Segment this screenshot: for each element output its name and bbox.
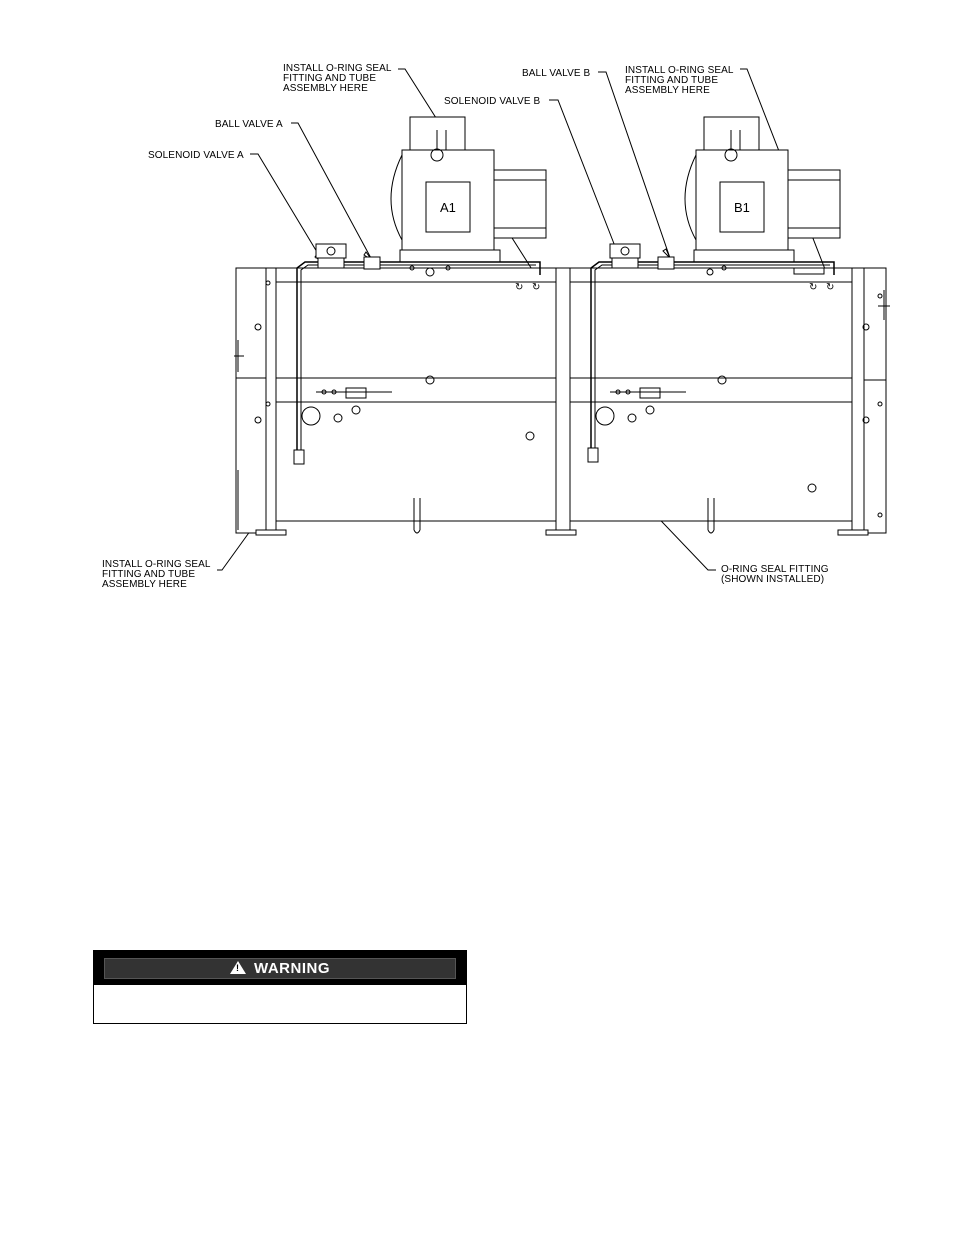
- label-line: INSTALL O-RING SEAL: [625, 65, 734, 76]
- label-solenoid-valve-b: SOLENOID VALVE B: [444, 96, 541, 107]
- ball-valve-b: [658, 257, 674, 269]
- oring-fitting-b: [588, 448, 598, 462]
- warning-body: [104, 991, 456, 1019]
- label-line: INSTALL O-RING SEAL: [283, 63, 392, 74]
- label-install-b-top: [625, 65, 734, 96]
- svg-text:↻: ↻: [809, 282, 818, 293]
- label-install-bottom: [102, 559, 211, 590]
- svg-text:↻: ↻: [826, 282, 835, 293]
- label-line: FITTING AND TUBE: [625, 75, 719, 86]
- ball-valve-a: [364, 257, 380, 269]
- unit-label-a: A1: [440, 200, 456, 215]
- vessel-a: [276, 268, 558, 521]
- end-frame-right: [864, 268, 886, 533]
- label-oring-installed: [721, 564, 829, 585]
- solenoid-valve-a: [316, 244, 346, 258]
- label-line: INSTALL O-RING SEAL: [102, 559, 211, 570]
- svg-text:↻: ↻: [515, 282, 524, 293]
- svg-text:↻: ↻: [532, 282, 541, 293]
- label-line: ASSEMBLY HERE: [102, 579, 187, 590]
- unit-label-b: B1: [734, 200, 750, 215]
- label-line: ASSEMBLY HERE: [283, 83, 368, 94]
- label-solenoid-valve-a: SOLENOID VALVE A: [148, 150, 244, 161]
- label-line: FITTING AND TUBE: [283, 73, 377, 84]
- solenoid-valve-b: [610, 244, 640, 258]
- label-line: (SHOWN INSTALLED): [721, 574, 825, 585]
- label-ball-valve-a: BALL VALVE A: [215, 119, 283, 130]
- vessel-b: [570, 268, 852, 521]
- warning-title: WARNING: [254, 960, 330, 977]
- end-frame-left: [236, 268, 266, 533]
- warning-triangle-icon: !: [230, 961, 246, 974]
- unit-a: [234, 117, 576, 535]
- label-ball-valve-b: BALL VALVE B: [522, 68, 591, 79]
- label-line: FITTING AND TUBE: [102, 569, 196, 580]
- label-line: ASSEMBLY HERE: [625, 85, 710, 96]
- label-install-a-top: [283, 63, 392, 94]
- unit-b: [570, 117, 890, 535]
- label-line: O-RING SEAL FITTING: [721, 564, 829, 575]
- oring-fitting-a: [294, 450, 304, 464]
- warning-box: [93, 950, 467, 1024]
- warning-header: [94, 951, 466, 985]
